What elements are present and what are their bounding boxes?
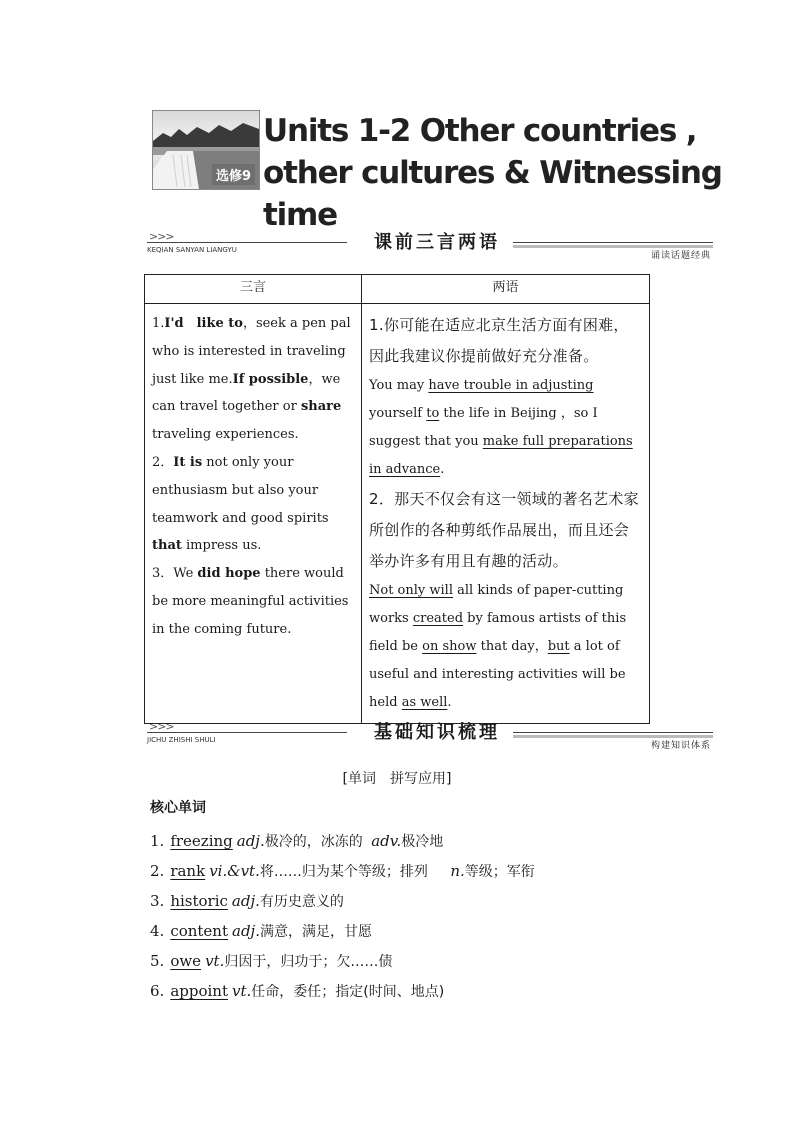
vocab-word: appoint [170,982,228,1000]
vocab-number: 2. [150,862,165,880]
table-header-left: 三言 [145,275,362,304]
part-of-speech: adj. [232,922,260,940]
chevron-right-icon: >>> [149,720,174,733]
sentence-2: 2．It is not only your enthusiasm but also your teamwork and good spirits that impress us. [152,454,329,554]
part-of-speech: adj. [236,832,265,850]
vocab-meaning: 将……归为某个等级；排列 [259,864,447,880]
vocab-number: 5. [150,952,165,970]
list-item [150,916,535,946]
section-banner-preview [147,228,713,261]
subsection-title: [单词 拼写应用] [342,771,452,787]
divider [147,242,347,243]
unit-cover-image [152,110,260,190]
part-of-speech: vt. [231,982,252,1000]
translations-cell [362,304,650,724]
page-title: Units 1-2 Other countries , other cultures & Witnessing time [263,113,722,233]
chevron-right-icon: >>> [149,230,174,243]
table-row [145,304,650,724]
vocab-meaning-2: 等级；军衔 [464,864,535,880]
english-answer-2: Not only will all kinds of paper-cutting works created by famous artists of this field be on show that day，but a lot of useful and interesting activities will be held as well. [369,583,627,710]
part-of-speech-2: n. [450,862,465,880]
chinese-prompt-2: 2．那天不仅会有这一领域的著名艺术家所创作的各种剪纸作品展出，而且还会举办许多有用且有趣的活动。 [369,490,639,570]
sentence-1: 1.I'd like to，seek a pen pal who is interested in traveling just like me.If possible，we can travel together or share traveling experiences. [152,316,351,443]
english-answer-1: You may have trouble in adjusting yourself to the life in Beijing ，so I suggest that you make full preparations in advance. [369,378,633,477]
banner-tag: 构建知识体系 [650,741,711,751]
vocab-meaning: 有历史意义的 [259,894,344,910]
vocab-number: 4. [150,922,165,940]
vocab-meaning: 归因于，归功于；欠……债 [224,954,393,970]
vocab-word: historic [170,892,228,910]
list-item [150,976,535,1006]
section-banner-basics [147,718,713,751]
part-of-speech: vi.&vt. [209,862,260,880]
vocab-number: 1. [150,832,165,850]
divider [147,732,347,733]
core-words-label: 核心单词 [150,800,206,816]
vocab-number: 3. [150,892,165,910]
vocab-number: 6. [150,982,165,1000]
vocab-meaning: 极冷的，冰冻的 [264,834,368,850]
phrase-table [144,274,650,724]
table-header-right: 两语 [362,275,650,304]
vocab-word: freezing [170,832,233,850]
vocab-meaning: 满意，满足，甘愿 [259,924,372,940]
sentences-cell [145,304,362,724]
vocab-meaning-2: 极冷地 [401,834,444,850]
divider [513,242,713,243]
divider [513,732,713,733]
list-item [150,886,535,916]
list-item [150,856,535,886]
vocab-meaning: 任命，委任；指定(时间、地点) [251,984,445,1000]
part-of-speech: vt. [205,952,225,970]
banner-tag: 诵读话题经典 [650,251,711,261]
banner-pinyin: KEQIAN SANYAN LIANGYU [147,246,237,254]
vocab-word: content [170,922,228,940]
vocab-word: owe [170,952,202,970]
list-item [150,946,535,976]
vocab-list [150,826,535,1006]
banner-heading: 课前三言两语 [374,232,500,253]
banner-heading: 基础知识梳理 [374,722,500,743]
part-of-speech-2: adv. [371,832,402,850]
elective-badge: 选修9 [212,164,255,185]
list-item [150,826,535,856]
chinese-prompt-1: 1.你可能在适应北京生活方面有困难，因此我建议你提前做好充分准备。 [369,316,629,365]
part-of-speech: adj. [231,892,260,910]
sentence-3: 3．We did hope there would be more meaningful activities in the coming future. [152,566,349,637]
table-header-row [145,275,650,304]
banner-pinyin: JICHU ZHISHI SHULI [147,736,216,744]
vocab-word: rank [170,862,206,880]
